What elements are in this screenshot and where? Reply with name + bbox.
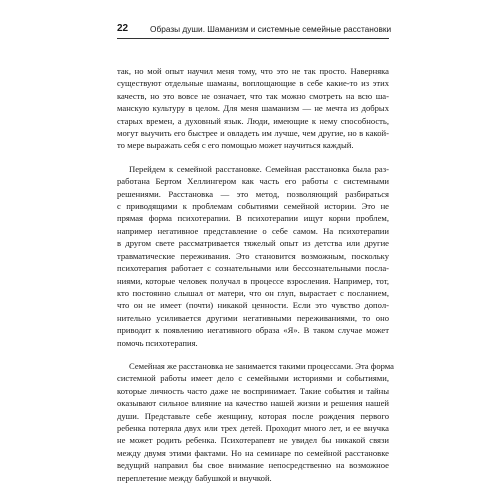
text-line: Семейная же расстановка не занимается такими процессами. Эта форма <box>129 360 394 371</box>
paragraph-1 <box>117 65 389 152</box>
text-line: нительно усиливается другими негативными переживаниями, то оно <box>117 312 389 323</box>
text-line: что он не имеет (почти) никакой ценности. Если это чувство допол- <box>117 300 389 311</box>
text-line: системной работы имеет дело с семейными историями и событиями, <box>117 373 389 384</box>
paragraph-3 <box>117 360 394 484</box>
text-line: ниями, которые человек получал в процессе взросления. Например, тот, <box>117 275 389 286</box>
text-line: например негативное представление о себе самом. На психотерапии <box>117 225 389 236</box>
text-line: переплетение между бабушкой и внучкой. <box>117 472 272 483</box>
text-line: ребенка потеряла двух или трех детей. Проходит много лет, и ее внучка <box>117 422 389 433</box>
text-line: решениями. Расстановка — это метод, позволяющий разбираться <box>117 188 389 199</box>
text-line: прямая форма психотерапии. В психотерапии ищут корни проблем, <box>117 213 389 224</box>
text-line: приводит к появлению негативного образа «Я». В таком случае может <box>117 325 389 336</box>
text-line: существуют отдельные шаманы, воплощающие в себе какие-то из этих <box>117 78 389 89</box>
text-line: так, но мой опыт научил меня тому, что это не так просто. Наверняка <box>117 66 389 76</box>
page-body <box>117 65 394 495</box>
text-line: травматические переживания. Это становится возможным, поскольку <box>117 250 389 261</box>
text-line: то мере выражать себя с его помощью может научиться каждый. <box>117 140 354 151</box>
text-line: психотерапия работает с сознательными или бессознательными посла- <box>117 263 389 274</box>
text-line: не может родить ребенка. Психотерапевт не увидел бы никакой связи <box>117 435 389 446</box>
text-line: старых времен, а духовный язык. Люди, имеющие к нему способность, <box>117 115 389 126</box>
page-header <box>117 22 392 36</box>
text-line: в другом свете рассматривается тяжелый опыт из детства или другие <box>117 238 389 249</box>
text-line: души. Представьте себе женщину, которая после рождения первого <box>117 410 389 421</box>
running-title: Образы души. Шаманизм и системные семейные расстановки <box>150 24 392 34</box>
paragraph-2 <box>117 163 389 349</box>
text-line: могут выучить его быстрее и овладеть им лучше, чем другие, но в какой- <box>117 128 389 139</box>
text-line: работана Бертом Хеллингером как часть его работы с системными <box>117 176 389 187</box>
text-line: оказывают сильное влияние на качество нашей жизни и решения нашей <box>117 398 389 409</box>
text-line: которые личность часто даже не воспринимает. Такие события и тайны <box>117 385 389 396</box>
page-number: 22 <box>117 23 129 34</box>
text-line: Перейдем к семейной расстановке. Семейная расстановка была раз- <box>129 163 389 174</box>
text-line: качеств, но это вовсе не означает, что так можно смотреть на всю ша- <box>117 90 389 101</box>
text-line: манскую культуру в целом. Для меня шаманизм — не мечта из добрых <box>117 103 389 114</box>
text-line: кто постоянно слышал от матери, что он глуп, вырастает с посланием, <box>117 287 389 298</box>
text-line: помочь психотерапия. <box>117 337 198 348</box>
header-rule <box>117 38 389 39</box>
text-line: между двумя этими фактами. Но на семинаре по семейной расстановке <box>117 447 389 458</box>
text-line: ведущий направил бы свое внимание непосредственно на возможное <box>117 460 389 471</box>
text-line: с приводящими к проблемам событиями семейной истории. Это не <box>117 201 389 212</box>
